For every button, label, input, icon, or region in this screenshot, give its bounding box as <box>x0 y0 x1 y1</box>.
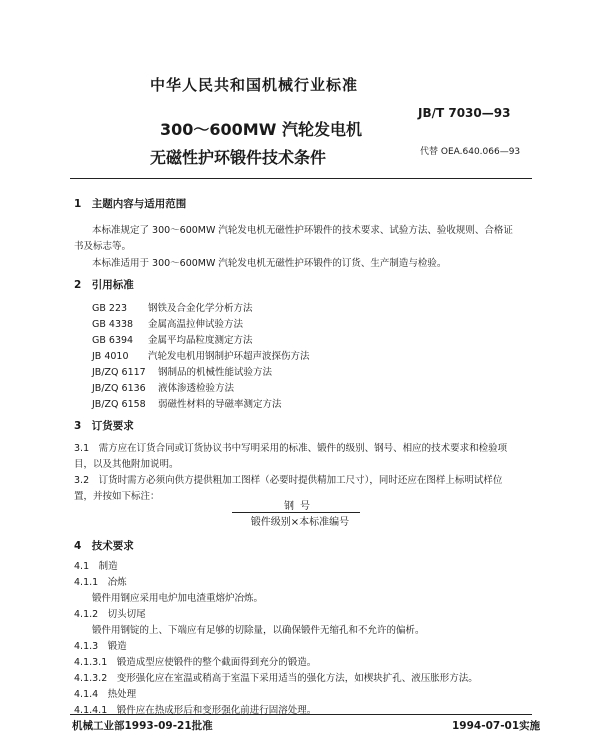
section-1-para-1b: 书及标志等。 <box>74 241 132 252</box>
section-4-1-3: 4.1.3 锻造 <box>74 641 127 652</box>
section-3-1b: 目，以及其他附加说明。 <box>74 459 179 470</box>
reference-item: JB/ZQ 6117 钢制品的机械性能试验方法 <box>92 367 273 378</box>
section-4-1-2: 4.1.2 切头切尾 <box>74 609 146 620</box>
marking-numerator: 钢号 <box>284 501 316 512</box>
section-4-heading: 4 技术要求 <box>74 540 134 552</box>
reference-item: GB 6394 金属平均晶粒度测定方法 <box>92 335 253 346</box>
section-1-para-2: 本标准适用于 300～600MW 汽轮发电机无磁性护环锻件的订货、生产制造与检验。 <box>92 258 447 269</box>
standard-number: JB/T 7030—93 <box>418 106 511 120</box>
section-1-heading: 1 主题内容与适用范围 <box>74 198 187 210</box>
section-4-1-3-1: 4.1.3.1 锻造成型应使锻件的整个截面得到充分的锻造。 <box>74 657 317 668</box>
section-3-2b: 置，并按如下标注： <box>74 491 160 502</box>
reference-item: JB/ZQ 6158 弱磁性材料的导磁率测定方法 <box>92 399 282 410</box>
section-1-para-1a: 本标准规定了 300～600MW 汽轮发电机无磁性护环锻件的技术要求、试验方法、验收规则、合格证 <box>92 225 513 236</box>
section-3-2a: 3.2 订货时需方必须向供方提供粗加工图样（必要时提供精加工尺寸），同时还应在图样上标明试样位 <box>74 475 503 486</box>
section-2-heading: 2 引用标准 <box>74 279 134 291</box>
document-title-line2: 无磁性护环锻件技术条件 <box>150 148 327 167</box>
section-4-1-3-2: 4.1.3.2 变形强化应在室温或稍高于室温下采用适当的强化方法，如楔块扩孔、液压胀形方法。 <box>74 673 478 684</box>
reference-item: GB 4338 金属高温拉伸试验方法 <box>92 319 244 330</box>
replaces-note: 代替 OEA.640.066—93 <box>420 147 521 157</box>
section-4-1: 4.1 制造 <box>74 561 118 572</box>
footer-divider <box>70 714 532 715</box>
header-divider <box>70 178 532 179</box>
section-3-heading: 3 订货要求 <box>74 420 134 432</box>
document-title-line1: 300～600MW 汽轮发电机 <box>160 120 362 139</box>
section-4-1-1-text: 锻件用钢应采用电炉加电渣重熔炉冶炼。 <box>92 593 264 604</box>
section-4-1-2-text: 锻件用钢锭的上、下端应有足够的切除量，以确保锻件无缩孔和不允许的偏析。 <box>92 625 425 636</box>
marking-denominator: 锻件级别×本标准编号 <box>250 517 350 528</box>
section-4-1-4: 4.1.4 热处理 <box>74 689 137 700</box>
section-4-1-4-1: 4.1.4.1 锻件应在热成形后和变形强化前进行固溶处理。 <box>74 705 317 716</box>
reference-item: JB/ZQ 6136 液体渗透检验方法 <box>92 383 235 394</box>
issuing-organization: 中华人民共和国机械行业标准 <box>150 76 359 94</box>
section-3-1a: 3.1 需方应在订货合同或订货协议书中写明采用的标准、锻件的级别、钢号、相应的技术要求和检验项 <box>74 443 508 454</box>
reference-item: JB 4010 汽轮发电机用钢制护环超声波探伤方法 <box>92 351 310 362</box>
reference-item: GB 223 钢铁及合金化学分析方法 <box>92 303 253 314</box>
effective-date: 1994-07-01实施 <box>452 720 541 732</box>
section-4-1-1: 4.1.1 冶炼 <box>74 577 127 588</box>
approval-date: 机械工业部1993-09-21批准 <box>72 720 213 732</box>
